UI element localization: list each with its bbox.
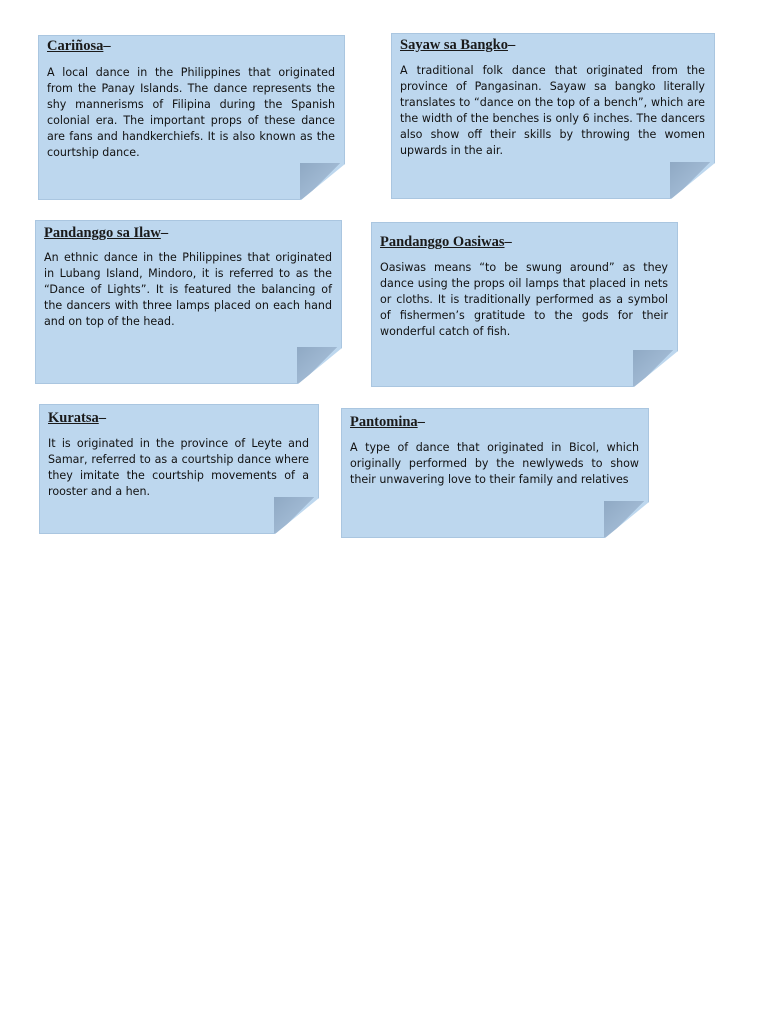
dance-description: An ethnic dance in the Philippines that originated in Lubang Island, Mindoro, it is referred to as the “Dance of Lights”. It is featured the balancing of the dancers with three lamps placed on each hand and on top of the head. xyxy=(44,251,332,328)
dance-name: Pantomina xyxy=(350,414,418,430)
note-title xyxy=(380,234,512,251)
page-curl-corner xyxy=(670,162,714,198)
dance-name: Kuratsa xyxy=(48,410,99,426)
title-dash: – xyxy=(160,225,169,241)
title-dash: – xyxy=(98,410,106,426)
dance-description: Oasiwas means “to be swung around” as they dance using the props oil lamps that placed in nets or cloths. It is traditionally performed as a symbol of fishermen’s gratitude to the gods for their wonderful catch of fish. xyxy=(380,261,668,338)
note-title xyxy=(44,225,168,242)
note-title xyxy=(350,414,425,431)
title-dash: – xyxy=(507,37,516,53)
note-title xyxy=(48,410,106,427)
dance-description: A traditional folk dance that originated from the province of Pangasinan. Sayaw sa bangko literally translates to “dance on the top of a bench”, which are the width of the benches is only 6 inches. The dancers also show off their skills by throwing the women upwards in the air. xyxy=(400,64,705,157)
dance-description: A local dance in the Philippines that originated from the Panay Islands. The dance represents the shy mannerisms of Filipina during the Spanish colonial era. The important props of these dance are fans and handkerchiefs. It is also known as the courtship dance. xyxy=(47,66,335,159)
dance-name: Sayaw sa Bangko xyxy=(400,37,508,53)
note-title xyxy=(400,37,515,54)
dance-name: Cariñosa xyxy=(47,38,104,54)
title-dash: – xyxy=(417,414,425,430)
title-dash: – xyxy=(504,234,512,250)
page-curl-corner xyxy=(604,501,648,537)
dance-name: Pandanggo Oasiwas xyxy=(380,234,505,250)
page-curl-corner xyxy=(300,163,344,199)
page-curl-corner xyxy=(633,350,677,386)
note-title xyxy=(47,38,111,55)
dance-description: It is originated in the province of Leyte and Samar, referred to as a courtship dance where they imitate the courtship movements of a rooster and a hen. xyxy=(48,437,309,498)
title-dash: – xyxy=(103,38,111,54)
dance-name: Pandanggo sa Ilaw xyxy=(44,225,161,241)
page-curl-corner xyxy=(274,497,318,533)
dance-description: A type of dance that originated in Bicol, which originally performed by the newlyweds to show their unwavering love to their family and relatives xyxy=(350,441,639,486)
page-curl-corner xyxy=(297,347,341,383)
